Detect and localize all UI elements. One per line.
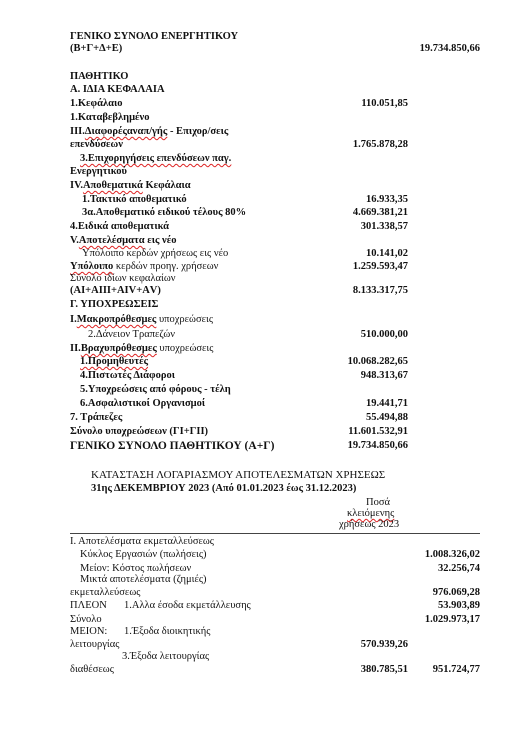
liabilities-header: ΠΑΘΗΤΙΚΟ xyxy=(70,71,129,82)
grants-term: 3.Επιχορηγήσεις επενδύσεων παγ. xyxy=(80,153,232,164)
suppliers-term: 1.Προμηθευτές xyxy=(80,356,148,367)
paid-capital-label: 1.Καταβεβλημένο xyxy=(70,112,150,123)
prev-profit-label xyxy=(70,261,218,273)
revaluation-label-line2: επενδύσεων xyxy=(70,139,123,150)
income-statement-period: 31ης ΔΕΚΕΜΒΡΙΟΥ 2023 (Από 01.01.2023 έως 31.12.2023) xyxy=(91,483,357,494)
column-header-line1: Ποσά xyxy=(366,497,390,508)
sum-value: 1.029.973,17 xyxy=(424,614,480,625)
revaluation-label xyxy=(70,126,228,138)
results-header xyxy=(70,235,177,247)
column-header-line3: χρήσεως 2023 xyxy=(339,519,400,530)
assets-total-label: ΓΕΝΙΚΟ ΣΥΝΟΛΟ ΕΝΕΡΓΗΤΙΚΟΥ xyxy=(70,31,239,42)
capital-label: 1.Κεφάλαιο xyxy=(70,98,123,109)
assets-total-formula: (Β+Γ+Δ+Ε) xyxy=(70,43,123,54)
cost-of-sales-value: 32.256,74 xyxy=(438,563,480,574)
special-reserve-label: 3α.Αποθεματικό ειδικού τέλους 80% xyxy=(82,207,247,218)
legal-reserve-label: 1.Τακτικό αποθεματικό xyxy=(82,194,187,205)
column-header-term: κλειόμενης xyxy=(347,508,395,519)
capital-value: 110.051,85 xyxy=(361,98,408,109)
special-reserves-value: 301.338,57 xyxy=(360,221,408,232)
long-term-header xyxy=(70,314,213,326)
insurance-label: 6.Ασφαλιστικοί Οργανισμοί xyxy=(80,398,206,409)
admin-expenses-label: 1.Έξοδα διοικητικής xyxy=(124,626,211,637)
sum-label: Σύνολο xyxy=(70,614,102,625)
suppliers-value: 10.068.282,65 xyxy=(347,356,408,367)
prev-profit-term: Υπόλοιπο xyxy=(70,261,114,272)
profit-carried-value: 10.141,02 xyxy=(366,248,408,259)
reserves-header xyxy=(70,180,191,192)
insurance-value: 19.441,71 xyxy=(366,398,408,409)
other-income-value: 53.903,89 xyxy=(438,600,480,611)
grants-label xyxy=(80,153,231,165)
liabilities-grand-total-value: 19.734.850,66 xyxy=(347,440,408,451)
taxes-label: 5.Υποχρεώσεις από φόρους - τέλη xyxy=(80,384,231,395)
grants-label-line2: Ενεργητικού xyxy=(70,166,127,177)
long-term-prefix: Ι. xyxy=(70,314,77,325)
legal-reserve-value: 16.933,35 xyxy=(366,194,408,205)
results-prefix: V. xyxy=(70,235,79,246)
reserves-prefix: IV. xyxy=(70,180,83,191)
creditors-label: 4.Πιστωτές Διάφοροι xyxy=(80,370,175,381)
gross-result-label: Μικτά αποτελέσματα (ζημιές) xyxy=(80,574,207,585)
bank-loans-label: 2.Δάνειον Τραπεζών xyxy=(88,329,176,340)
distribution-expenses-label: 3.Έξοδα λειτουργίας xyxy=(122,651,210,662)
special-reserve-value: 4.669.381,21 xyxy=(352,207,408,218)
cost-of-sales-label: Μείον: Κόστος πωλήσεων xyxy=(80,563,192,574)
plus-label: ΠΛΕΟΝ xyxy=(70,600,107,611)
equity-total-value: 8.133.317,75 xyxy=(352,285,408,296)
banks-label: 7. Τράπεζες xyxy=(70,412,123,423)
suppliers-label xyxy=(80,356,148,368)
turnover-value: 1.008.326,02 xyxy=(424,549,480,560)
revaluation-term: Διαφορέςαναπ/γής xyxy=(84,126,168,137)
equity-header: Α. ΙΔΙΑ ΚΕΦΑΛΑΙΑ xyxy=(70,84,165,95)
prev-profit-rest: κερδών προηγ. χρήσεων xyxy=(113,261,219,272)
long-term-term: Μακροπρόθεσμες xyxy=(76,314,157,325)
profit-carried-label: Υπόλοιπο κερδών χρήσεως εις νέο xyxy=(82,248,229,259)
reserves-rest: Κεφάλαια xyxy=(142,180,191,191)
revaluation-value: 1.765.878,28 xyxy=(352,139,408,150)
prev-profit-value: 1.259.593,47 xyxy=(352,261,408,272)
gross-result-label-line2: εκμεταλλεύσεως xyxy=(70,587,141,598)
results-rest: εις νέο xyxy=(144,235,177,246)
admin-expenses-label-line2: λειτουργίας xyxy=(70,639,120,650)
assets-total-value: 19.734.850,66 xyxy=(419,43,480,54)
income-statement-title: ΚΑΤΑΣΤΑΣΗ ΛΟΓΑΡΙΑΣΜΟΥ ΑΠΟΤΕΛΕΣΜΑΤΩΝ ΧΡΗΣΕΩΣ xyxy=(91,469,386,481)
equity-total-formula: (ΑΙ+ΑΙΙΙ+ΑΙV+ΑV) xyxy=(70,285,161,296)
short-term-rest: υποχρεώσεις xyxy=(156,343,214,354)
liabilities-grand-total-label: ΓΕΝΙΚΟ ΣΥΝΟΛΟ ΠΑΘΗΤΙΚΟΥ (Α+Γ) xyxy=(70,440,275,452)
reserves-term: Αποθεματικά xyxy=(82,180,143,191)
gross-result-value: 976.069,28 xyxy=(432,587,480,598)
distribution-expenses-value: 380.785,51 xyxy=(360,664,408,675)
long-term-rest: υποχρεώσεις xyxy=(156,314,214,325)
obligations-header: Γ. ΥΠΟΧΡΕΩΣΕΙΣ xyxy=(70,299,159,310)
minus-label: ΜΕΙΟΝ: xyxy=(70,626,108,637)
banks-value: 55.494,88 xyxy=(366,412,408,423)
short-term-term: Βραχυπρόθεσμες xyxy=(80,343,157,354)
obligations-total-value: 11.601.532,91 xyxy=(348,426,408,437)
expenses-total-value: 951.724,77 xyxy=(432,664,480,675)
results-term: Αποτελέσματα xyxy=(78,235,145,246)
short-term-header xyxy=(70,343,213,355)
operating-results-header: Ι. Αποτελέσματα εκμεταλλεύσεως xyxy=(70,536,214,547)
turnover-label: Κύκλος Εργασιών (πωλήσεις) xyxy=(80,549,207,560)
creditors-value: 948.313,67 xyxy=(360,370,408,381)
admin-expenses-value: 570.939,26 xyxy=(360,639,408,650)
bank-loans-value: 510.000,00 xyxy=(360,329,408,340)
distribution-expenses-label-line2: διαθέσεως xyxy=(70,664,114,675)
special-reserves-label: 4.Ειδικά αποθεματικά xyxy=(70,221,169,232)
revaluation-prefix: ΙΙΙ. xyxy=(70,126,85,137)
obligations-total-label: Σύνολο υποχρεώσεων (ΓΙ+ΓΙΙ) xyxy=(70,426,209,437)
short-term-prefix: ΙΙ. xyxy=(70,343,81,354)
other-income-label: 1.Αλλα έσοδα εκμετάλλευσης xyxy=(124,600,251,611)
equity-total-label: Σύνολο ιδίων κεφαλαίων xyxy=(70,273,176,284)
revaluation-rest: - Επιχορ/σεις xyxy=(167,126,229,137)
header-divider xyxy=(70,533,480,534)
